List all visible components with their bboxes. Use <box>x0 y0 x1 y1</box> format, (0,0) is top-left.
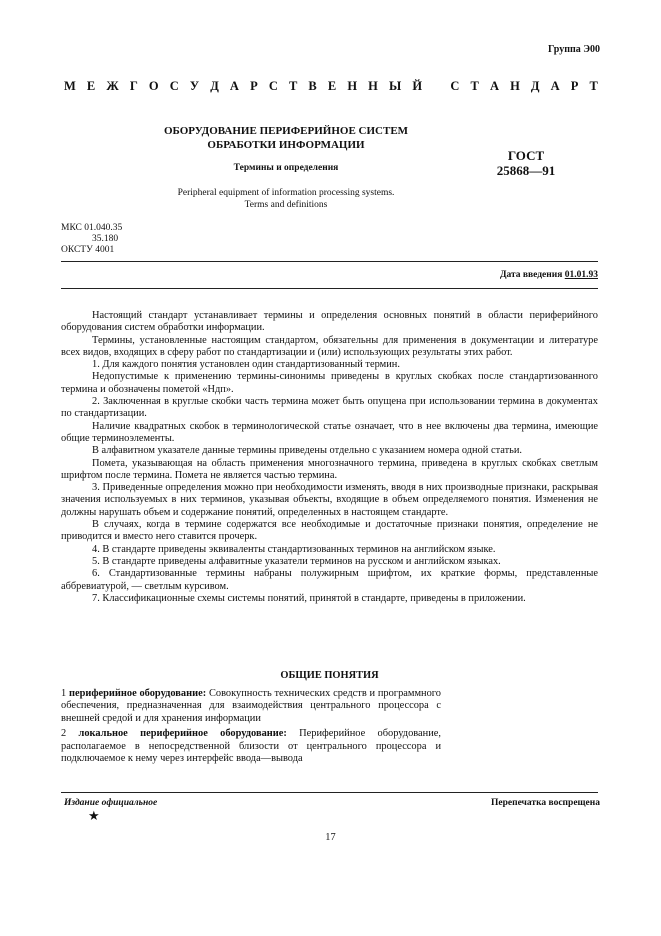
banner-letter: Д <box>210 79 219 93</box>
body-paragraph: Настоящий стандарт устанавливает термины и определения основных понятий в области периферийного оборудования систем обработки информации. <box>61 310 598 334</box>
document-subtitle: Термины и определения <box>233 163 339 173</box>
mks-code-2: 35.180 <box>92 234 119 244</box>
banner-letter: Т <box>470 79 479 93</box>
page-number: 17 <box>325 832 336 843</box>
gost-number: 25868—91 <box>496 163 556 178</box>
english-title-line-2: Terms and definitions <box>244 200 328 210</box>
term-number: 1 <box>61 688 69 699</box>
body-paragraph: 6. Стандартизованные термины набраны полужирным шрифтом, их краткие формы, представленные аббревиатурой, — светлым курсивом. <box>61 568 598 592</box>
term-name: локальное периферийное оборудование: <box>78 728 287 740</box>
banner-letter: Н <box>510 79 520 93</box>
group-code: Группа Э00 <box>548 44 600 55</box>
banner-letter: А <box>489 79 499 93</box>
terms-list <box>61 688 441 768</box>
body-paragraph: 4. В стандарте приведены эквиваленты стандартизованных терминов на английском языке. <box>92 543 496 555</box>
title-line-2: ОБРАБОТКИ ИНФОРМАЦИИ <box>207 139 365 151</box>
reprint-prohibited-label: Перепечатка воспрещена <box>490 798 600 808</box>
date-divider <box>61 288 598 289</box>
term-number: 2 <box>61 728 79 740</box>
term-definition: Периферийное оборудование, располагаемое в непосредственной близости от центрального процессора и подключаемое к нему через интерфейс ввода—вывода <box>61 728 441 765</box>
body-paragraph: 5. В стандарте приведены алфавитные указатели терминов на русском и английском языках. <box>92 555 501 567</box>
body-paragraph: 2. Заключенная в круглые скобки часть термина может быть опущена при использовании термина в документах по стандартизации. <box>61 396 598 420</box>
banner-letter: У <box>189 79 200 93</box>
banner-letter: Й <box>412 79 423 93</box>
banner-letter: Г <box>129 79 138 93</box>
section-title: ОБЩИЕ ПОНЯТИЯ <box>280 670 379 681</box>
introduction-text <box>61 310 598 605</box>
document-title <box>64 124 508 152</box>
body-paragraph: 3. Приведенные определения можно при необходимости изменять, вводя в них производные признаки, раскрывая значения используемых в них терминов, указывая объекты, входящие в объем определяемого понятия. Изменения не должны нарушать объем и содержание понятий, определенных в настоящем стандарте. <box>61 482 598 518</box>
okstu-code: ОКСТУ 4001 <box>61 245 115 255</box>
header-divider <box>61 261 598 262</box>
banner-letter: Р <box>570 79 579 93</box>
banner-letter: О <box>148 79 159 93</box>
english-title-line-1: Peripheral equipment of information processing systems. <box>177 188 395 198</box>
banner-letter: М <box>64 79 76 93</box>
term-definition: Совокупность технических средств и программного обеспечения, предназначенная для взаимодействия центрального процессора с внешней средой и для хранения информации <box>61 688 441 724</box>
interstate-standard-banner <box>64 79 598 97</box>
banner-letter: С <box>268 79 278 93</box>
effective-date <box>500 270 598 280</box>
body-paragraph: Помета, указывающая на область применения многозначного термина, приведена в круглых скобках светлым шрифтом после термина. Помета не является частью термина. <box>61 457 598 481</box>
banner-letter: Т <box>288 79 298 93</box>
banner-gap <box>433 79 439 97</box>
gost-label: ГОСТ <box>507 148 545 163</box>
banner-letter: А <box>550 79 560 93</box>
term-entry <box>61 688 441 725</box>
body-paragraph: В алфавитном указателе данные термины приведены отдельно с указанием номера одной статьи. <box>92 445 523 457</box>
body-paragraph: Термины, установленные настоящим стандартом, обязательны для применения в документации и литературе всех видов, входящих в сферу работ по стандартизации и (или) использующих результаты этих работ. <box>61 334 598 358</box>
banner-letter: Н <box>368 79 378 93</box>
banner-letter: Р <box>250 79 258 93</box>
body-paragraph: 1. Для каждого понятия установлен один стандартизованный термин. <box>92 359 400 371</box>
banner-letter: Е <box>86 79 96 93</box>
body-paragraph: 7. Классификационные схемы системы понятий, принятой в стандарте, приведены в приложении. <box>92 592 526 604</box>
banner-letter: А <box>229 79 239 93</box>
effective-date-label: Дата введения <box>499 270 565 280</box>
banner-letter: В <box>308 79 317 93</box>
body-paragraph: Недопустимые к применению термины-синонимы приведены в круглых скобках после стандартизованного термина и обозначены пометой «Ндп». <box>61 371 598 395</box>
gost-designation <box>456 148 596 178</box>
mks-code-1: МКС 01.040.35 <box>61 223 123 233</box>
footer-divider <box>61 792 598 793</box>
term-entry <box>61 728 441 765</box>
english-title <box>64 187 508 211</box>
banner-letter: Ы <box>389 79 402 93</box>
banner-letter: Е <box>327 79 337 93</box>
banner-letter: Ж <box>106 79 119 93</box>
official-edition-label: Издание официальное <box>64 798 158 808</box>
banner-letter: Т <box>589 79 598 93</box>
banner-letter: Д <box>530 79 540 93</box>
star-icon: ★ <box>88 808 100 823</box>
title-line-1: ОБОРУДОВАНИЕ ПЕРИФЕРИЙНОЕ СИСТЕМ <box>163 125 409 137</box>
banner-letter: С <box>450 79 460 93</box>
body-paragraph: Наличие квадратных скобок в терминологической статье означает, что в нее включены два термина, имеющие общие терминоэлементы. <box>61 420 598 444</box>
classification-codes <box>61 223 122 256</box>
banner-letter: Н <box>347 79 358 93</box>
banner-letter: С <box>169 79 179 93</box>
effective-date-value: 01.01.93 <box>564 270 598 280</box>
term-name: периферийное оборудование: <box>68 688 207 699</box>
body-paragraph: В случаях, когда в термине содержатся все необходимые и достаточные признаки понятия, определение не приводится и вместо него ставится прочерк. <box>61 519 598 543</box>
